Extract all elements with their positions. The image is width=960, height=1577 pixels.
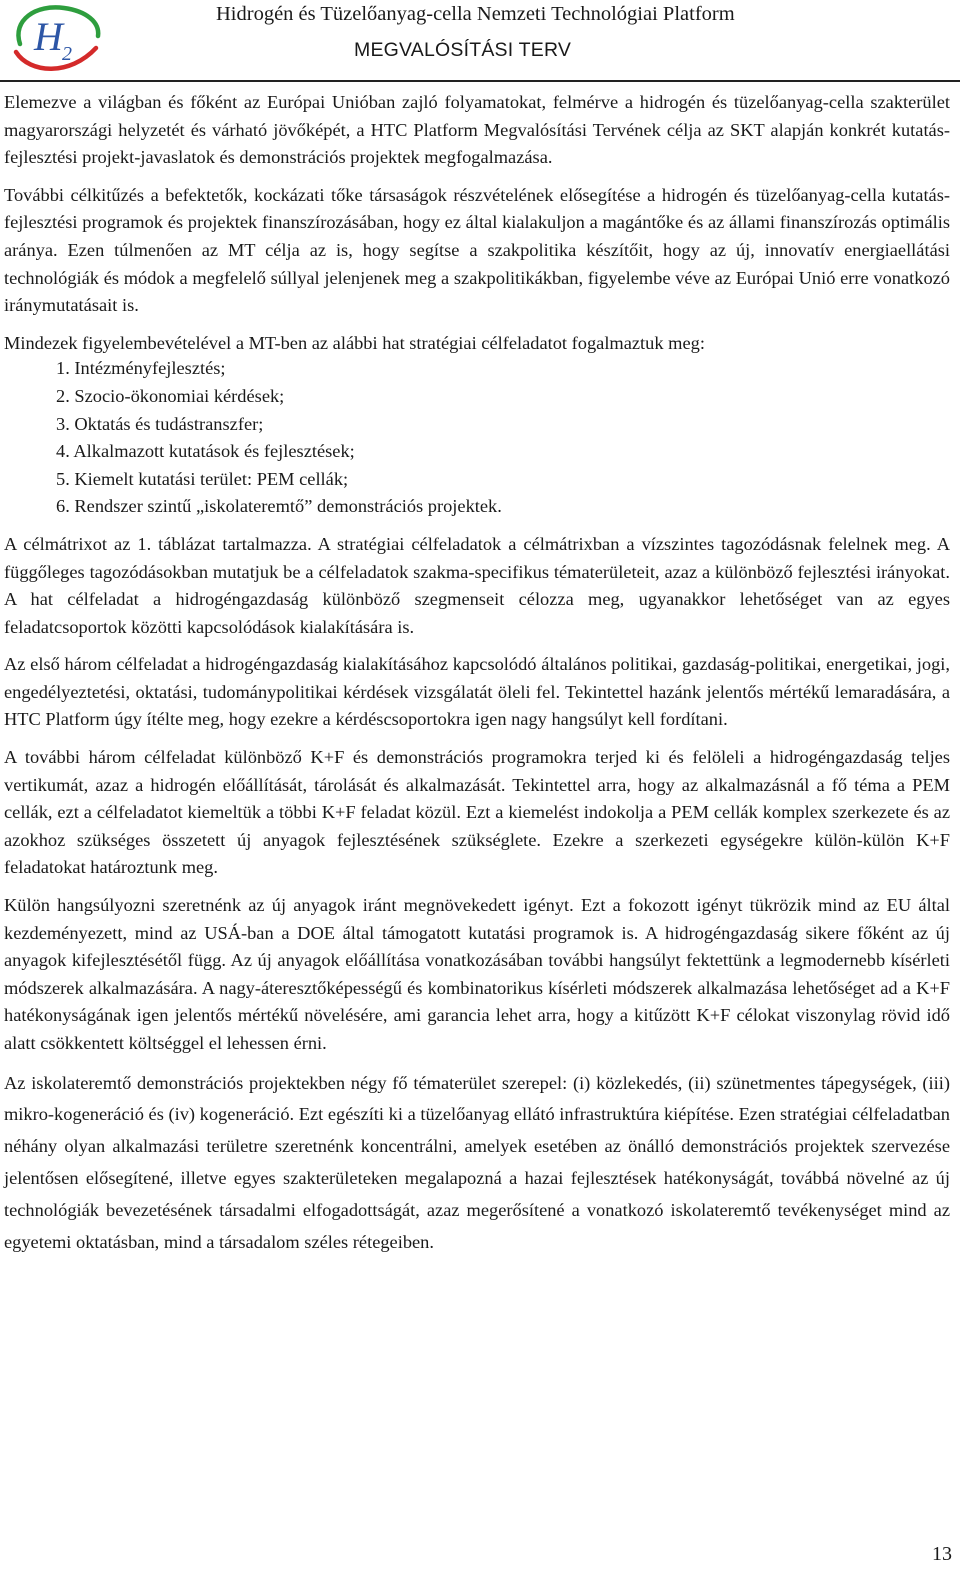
list-item: 6. Rendszer szintű „iskolateremtő” demonstrációs projektek. bbox=[56, 496, 502, 517]
paragraph-1: Elemezve a világban és főként az Európai Unióban zajló folyamatokat, felmérve a hidrogén és tüzelőanyag-cella szakterület magyarországi helyzetét és várható jövőképét, a HTC Platform Megvalósítási Tervének célja az SKT alapján konkrét kutatás-fejlesztési projekt-javaslatok és demonstrációs projektek megfogalmazása. bbox=[4, 92, 950, 168]
strategic-tasks-list bbox=[4, 355, 950, 521]
header-subtitle: MEGVALÓSÍTÁSI TERV bbox=[354, 39, 572, 61]
list-item: 1. Intézményfejlesztés; bbox=[56, 358, 226, 379]
paragraph-2: További célkitűzés a befektetők, kockázati tőke társaságok részvételének elősegítése a hidrogén és tüzelőanyag-cella kutatás-fejlesztési programok és projektek finanszírozásában, hogy ez által kialakuljon a magántőke és az állami finanszírozás optimális aránya. Ezen túlmenően az MT célja az is, hogy segítse a szakpolitika készítőit, hogy az új, innovatív energiaellátási technológiák és módok a megfelelő súllyal jelenjenek meg a szakpolitikákban, figyelembe véve az Európai Unió erre vonatkozó iránymutatásait is. bbox=[4, 184, 950, 316]
paragraph-6: A további három célfeladat különböző K+F és demonstrációs programokra terjed ki és felöleli a hidrogéngazdaság teljes vertikumát, azaz a hidrogén előállítását, tárolását és alkalmazását. Tekintettel arra, hogy az alkalmazásnál a fő téma a PEM cellák, ezt a célfeladatot kiemeltük a többi K+F feladat közül. Ezt a kiemelést indokolja a PEM cellák komplex szerkezete és az azokhoz szükséges összetett új anyagok fejlesztésének szükséglete. Ezekre a szerkezeti egységekre külön-külön K+F feladatokat határoztunk meg. bbox=[4, 747, 950, 878]
header-title: Hidrogén és Tüzelőanyag-cella Nemzeti Technológiai Platform bbox=[216, 3, 735, 25]
document-body bbox=[4, 89, 950, 1268]
h2-platform-logo bbox=[6, 2, 106, 74]
page-number: 13 bbox=[932, 1543, 952, 1565]
page-header bbox=[0, 0, 960, 80]
list-item: 5. Kiemelt kutatási terület: PEM cellák; bbox=[56, 468, 349, 489]
logo-h-letter: H bbox=[34, 14, 63, 59]
list-item: 4. Alkalmazott kutatások és fejlesztések; bbox=[56, 441, 355, 462]
list-item: 3. Oktatás és tudástranszfer; bbox=[56, 413, 264, 434]
paragraph-8: Az iskolateremtő demonstrációs projektekben négy fő tématerület szerepel: (i) közlekedés, (ii) szünetmentes tápegységek, (iii) mikro-kogeneráció és (iv) kogeneráció. Ezt egészíti ki a tüzelőanyag ellátó infrastruktúra kiépítése. Ezen stratégiai célfeladatban néhány olyan alkalmazási területre szeretnénk koncentrálni, amelyek esetében az önálló demonstrációs projektek szervezése jelentősen elősegítené, illetve egyes szakterületeken megalapozná a hazai fejlesztések hatékonyságát, továbbá növelné az új technológiák bevezetésének társadalmi elfogadottságát, azaz megerősítené a vonatkozó iskolateremtő tevékenységet mind az egyetemi oktatásban, mind a társadalom széles rétegeiben. bbox=[4, 1072, 950, 1252]
header-divider bbox=[0, 80, 960, 82]
paragraph-tasks-intro: Mindezek figyelembevételével a MT-ben az alábbi hat stratégiai célfeladatot fogalmaztuk meg: bbox=[4, 332, 705, 353]
logo-2-subscript: 2 bbox=[62, 43, 72, 65]
paragraph-5: Az első három célfeladat a hidrogéngazdaság kialakításához kapcsolódó általános politikai, gazdaság-politikai, energetikai, jogi, engedélyeztetési, oktatási, tudománypolitikai kérdések vizsgálatát öleli fel. Tekintettel hazánk jelentős mértékű lemaradására, a HTC Platform úgy ítélte meg, hogy ezekre a kérdéscsoportokra igen nagy hangsúlyt kell fordítani. bbox=[4, 654, 950, 730]
list-item: 2. Szocio-ökonomiai kérdések; bbox=[56, 385, 285, 406]
paragraph-7: Külön hangsúlyozni szeretnénk az új anyagok iránt megnövekedett igényt. Ezt a fokozott igényt tükrözik mind az EU által kezdeményezett, mind az USÁ-ban a DOE által támogatott kutatási programok is. A hidrogéngazdaság sikere főként az új anyagok kifejlesztésétől függ. Az új anyagok előállítása vonatkozásában további hangsúlyt fektettünk a legmodernebb kísérleti módszerek alkalmazására. A nagy-áteresztőképességű és kombinatorikus kísérleti módszerek alkalmazása lehetőséget ad a K+F hatékonyságának igen jelentős mértékű növelésére, ami garancia lehet arra, hogy a kitűzött K+F célokat viszonylag rövid idő alatt csökkentett költséggel el lehessen érni. bbox=[4, 895, 950, 1053]
paragraph-4: A célmátrixot az 1. táblázat tartalmazza. A stratégiai célfeladatok a célmátrixban a vízszintes tagozódásnak felelnek meg. A függőleges tagozódásokban mutatjuk be a célfeladatok szakma-specifikus tématerületeit, azaz a különböző fejlesztési irányokat. A hat célfeladat a hidrogéngazdaság különböző szegmenseit célozza meg, ugyanakkor lehetőséget van az egyes feladatcsoportok közötti kapcsolódások kialakítására is. bbox=[4, 533, 950, 637]
